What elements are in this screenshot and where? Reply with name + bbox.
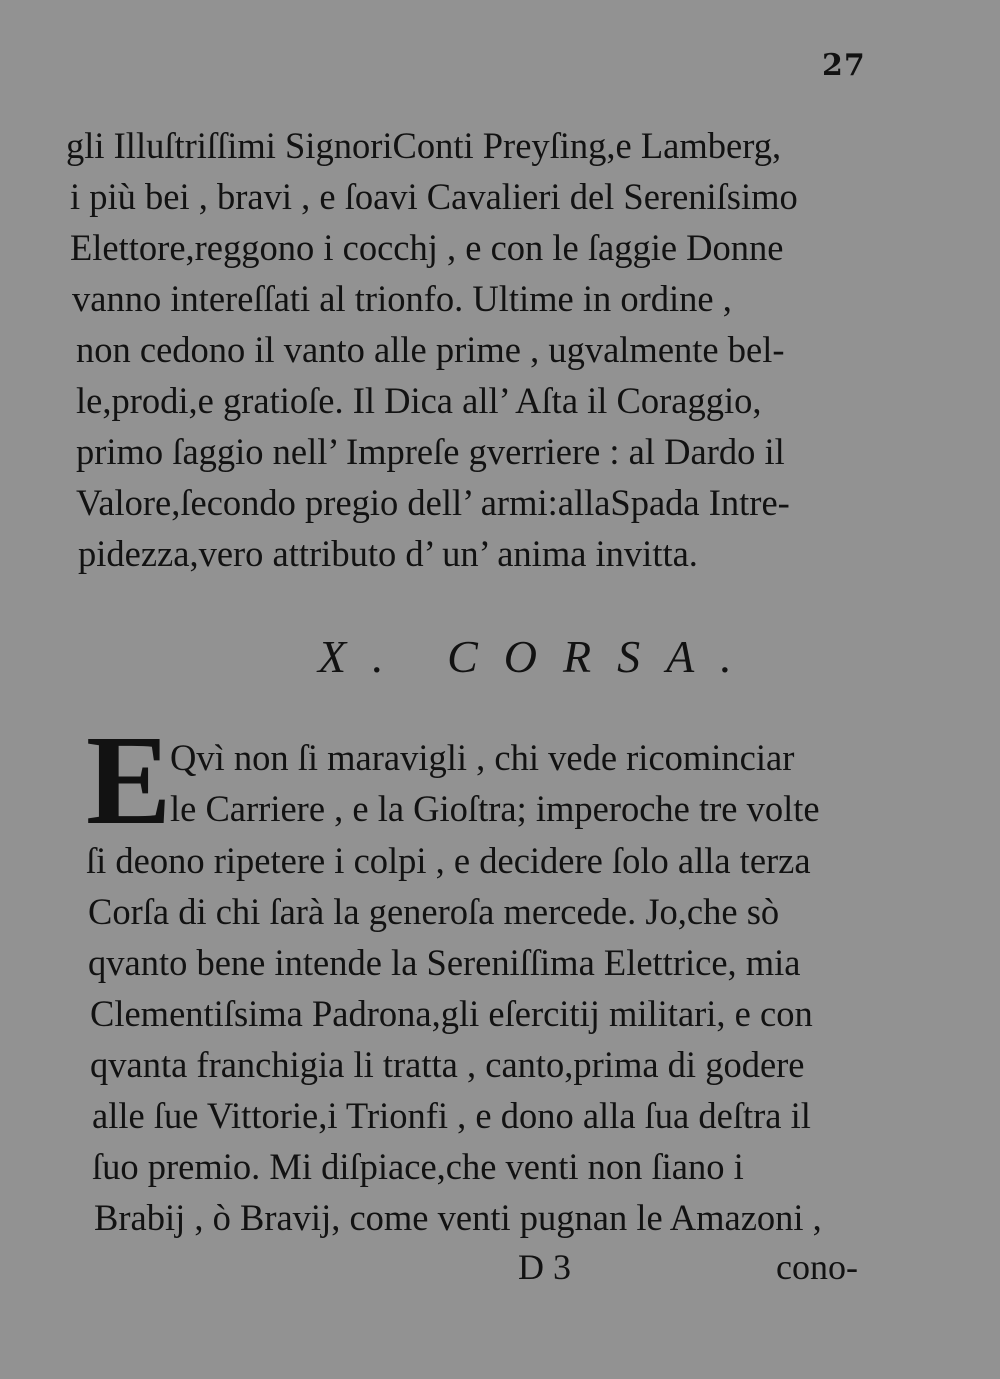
page-number: 27 (822, 48, 866, 83)
text-line: non cedono il vanto alle prime , ugvalmente bel- (76, 329, 785, 370)
text-line: primo ſaggio nell’ Impreſe gverriere : al Dardo il (76, 431, 785, 472)
text-line: Brabij , ò Bravij, come venti pugnan le Amazoni , (94, 1197, 822, 1238)
text-line: vanno intereſſati al trionfo. Ultime in ordine , (72, 278, 732, 319)
text-line: qvanto bene intende la Sereniſſima Elettrice, mia (88, 942, 801, 983)
text-line: ſuo premio. Mi diſpiace,che venti non ſiano i (92, 1146, 744, 1187)
text-line: Valore,ſecondo pregio dell’ armi:allaSpada Intre- (76, 482, 790, 523)
drop-cap: E (86, 709, 172, 851)
text-line: le Carriere , e la Gioſtra; imperoche tre volte (170, 788, 820, 829)
text-line: gli Illuſtriſſimi SignoriConti Preyſing,e Lamberg, (66, 125, 782, 166)
text-line: Clementiſsima Padrona,gli eſercitij militari, e con (90, 993, 813, 1034)
signature-mark: D 3 (518, 1247, 571, 1287)
text-line: ſi deono ripetere i colpi , e decidere ſolo alla terza (86, 840, 811, 881)
text-line: Elettore,reggono i cocchj , e con le ſaggie Donne (70, 227, 784, 268)
section-title: X. CORSA. (318, 631, 758, 682)
text-line: pidezza,vero attributo d’ un’ anima invitta. (78, 533, 698, 574)
text-line: alle ſue Vittorie,i Trionfi , e dono alla ſua deſtra il (92, 1095, 811, 1136)
text-line: Corſa di chi ſarà la generoſa mercede. Jo,che sò (88, 891, 780, 932)
text-line: le,prodi,e gratioſe. Il Dica all’ Aſta il Coraggio, (76, 380, 762, 421)
text-line: Qvì non ſi maravigli , chi vede ricominciar (170, 737, 795, 778)
text-line: qvanta franchigia li tratta , canto,prima di godere (90, 1044, 805, 1085)
text-line: i più bei , bravi , e ſoavi Cavalieri del Sereniſsimo (70, 176, 798, 217)
catchword: cono- (776, 1247, 858, 1287)
